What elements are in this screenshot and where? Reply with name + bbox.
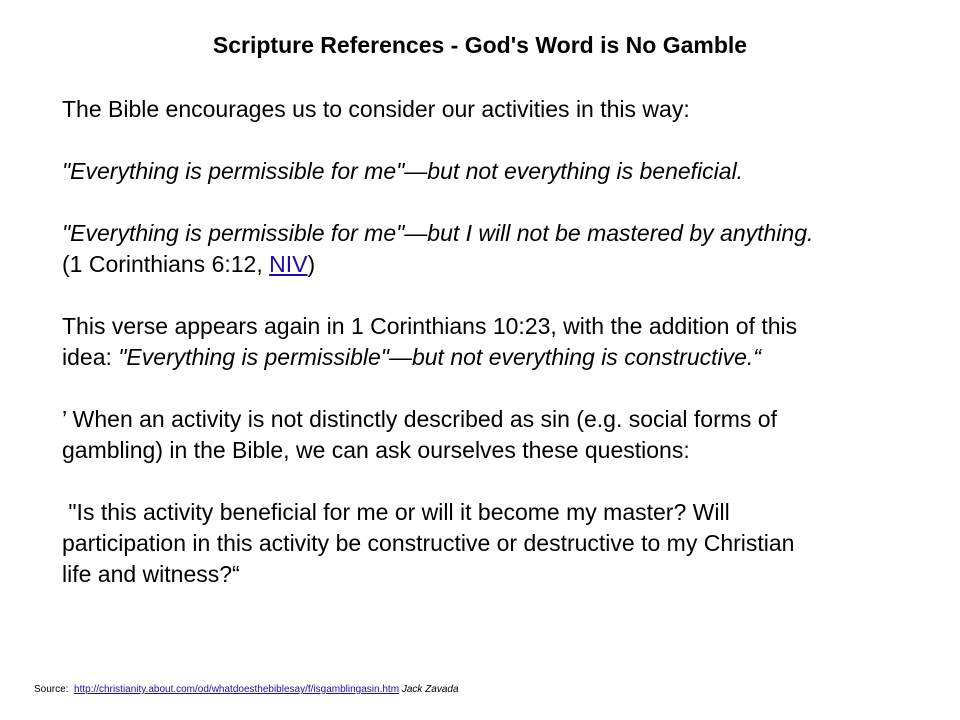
paragraph-3-line-1: ’ When an activity is not distinctly described as sin (e.g. social forms of	[62, 406, 777, 432]
source-label: Source:	[34, 684, 72, 695]
quote-2: "Everything is permissible for me"—but I will not be mastered by anything.	[62, 220, 814, 246]
paragraph-2-line-2	[62, 342, 942, 373]
paragraph-4-line-2: participation in this activity be constructive or destructive to my Christian	[62, 530, 795, 556]
niv-link[interactable]: NIV	[269, 251, 308, 277]
spacer	[62, 125, 942, 156]
main-text	[62, 94, 942, 590]
citation-line	[62, 249, 942, 280]
paragraph-2-quote: "Everything is permissible"—but not everything is constructive.“	[118, 344, 761, 370]
spacer	[62, 187, 942, 218]
quote-line-2	[62, 218, 942, 249]
citation-prefix: (1 Corinthians 6:12,	[62, 251, 270, 277]
intro-line: The Bible encourages us to consider our activities in this way:	[62, 96, 690, 122]
spacer	[62, 373, 942, 404]
quote-line-1	[62, 156, 942, 187]
source-author: Jack Zavada	[401, 684, 459, 695]
spacer	[62, 280, 942, 311]
quote-1: "Everything is permissible for me"—but not everything is beneficial.	[62, 158, 744, 184]
paragraph-4-line-1: "Is this activity beneficial for me or will it become my master? Will	[62, 499, 730, 525]
paragraph-2-line-1: This verse appears again in 1 Corinthians 10:23, with the addition of this	[62, 313, 798, 339]
paragraph-2-prefix: idea:	[62, 344, 119, 370]
source-footnote	[34, 683, 459, 697]
paragraph-3-line-2: gambling) in the Bible, we can ask ourselves these questions:	[62, 437, 690, 463]
source-link[interactable]: http://christianity.about.com/od/whatdoesthebiblesay/f/isgamblingasin.htm	[74, 684, 400, 695]
page-title: Scripture References - God's Word is No Gamble	[212, 32, 748, 58]
spacer	[62, 466, 942, 497]
paragraph-4-line-3: life and witness?“	[62, 561, 240, 587]
citation-suffix: )	[307, 251, 316, 277]
